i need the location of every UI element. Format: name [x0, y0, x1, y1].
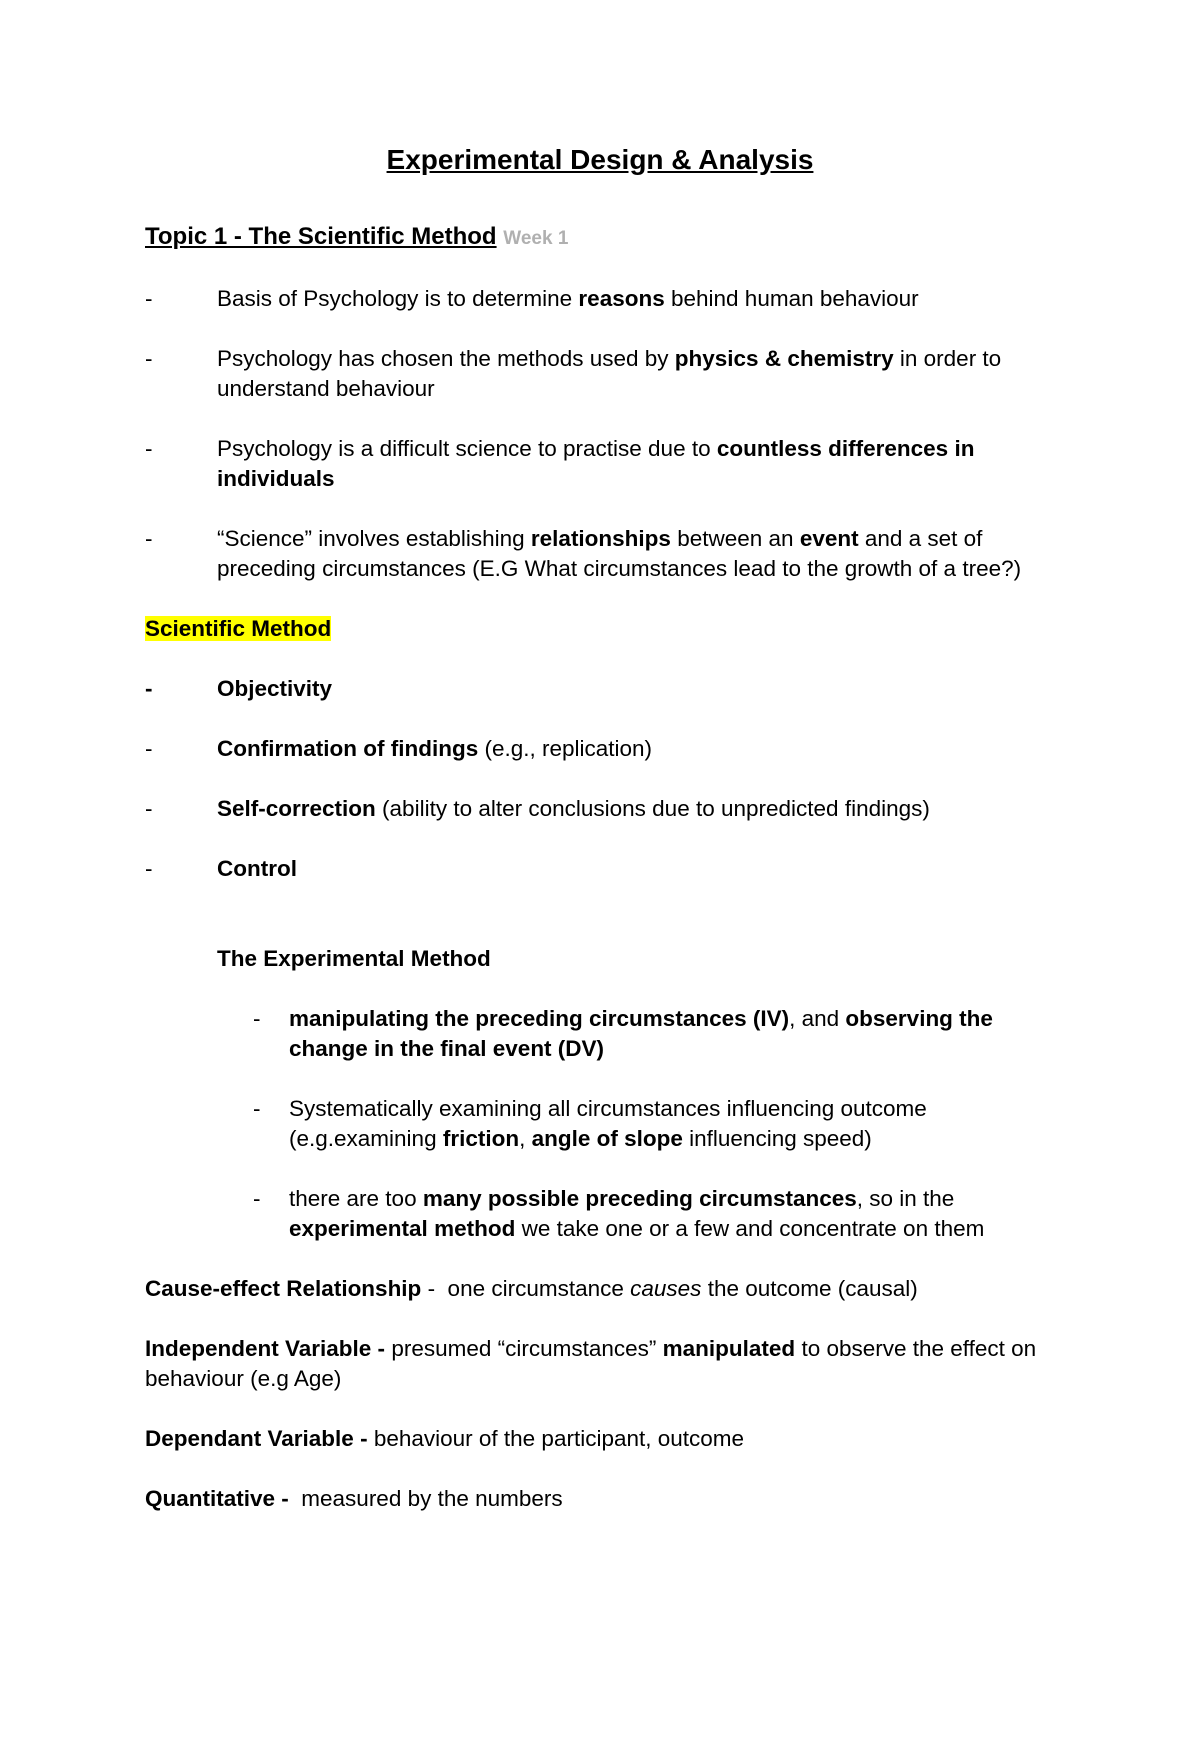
- text: the outcome (causal): [701, 1276, 918, 1301]
- text: there are too: [289, 1186, 423, 1211]
- definition-quantitative: [145, 1484, 563, 1514]
- bold-term: Confirmation of findings: [217, 736, 479, 761]
- bold-term: many possible preceding circumstances: [422, 1186, 857, 1211]
- text: - one circumstance: [421, 1276, 631, 1301]
- definition-continuation: [145, 1364, 341, 1394]
- definition-cause-effect: [145, 1274, 918, 1304]
- list-item-continuation: [289, 1034, 604, 1064]
- list-item: [145, 434, 974, 464]
- bold-term: physics & chemistry: [674, 346, 894, 371]
- week-label: Week 1: [503, 228, 569, 249]
- bold-term: angle of slope: [531, 1126, 683, 1151]
- topic-heading: [145, 222, 568, 254]
- text: in order to: [893, 346, 1002, 371]
- text: (e.g., replication): [478, 736, 653, 761]
- bold-term: reasons: [578, 286, 665, 311]
- bullet-dash: -: [145, 346, 153, 371]
- bold-term: friction: [442, 1126, 520, 1151]
- bullet-dash: -: [145, 436, 153, 461]
- text: behaviour (e.g Age): [145, 1366, 342, 1391]
- bullet-dash: -: [145, 286, 153, 311]
- bold-term: countless differences in: [716, 436, 975, 461]
- list-item-continuation: [217, 554, 1021, 584]
- definition-dependent-variable: [145, 1424, 744, 1454]
- list-item: [217, 1184, 954, 1214]
- text: behaviour of the participant, outcome: [367, 1426, 745, 1451]
- text: ,: [519, 1126, 532, 1151]
- text: influencing speed): [682, 1126, 872, 1151]
- list-item: [145, 854, 297, 884]
- section-heading-experimental-method: [217, 944, 491, 974]
- text: presumed “circumstances”: [385, 1336, 663, 1361]
- text: Systematically examining all circumstances influencing outcome: [289, 1096, 927, 1121]
- text: Psychology has chosen the methods used by: [217, 346, 675, 371]
- list-item: [145, 524, 982, 554]
- text: we take one or a few and concentrate on them: [515, 1216, 985, 1241]
- text: to observe the effect on: [795, 1336, 1037, 1361]
- highlighted-heading: Scientific Method: [145, 616, 332, 641]
- text: , and: [789, 1006, 846, 1031]
- subheading: The Experimental Method: [217, 946, 491, 971]
- bullet-dash: -: [145, 856, 153, 881]
- text: behind human behaviour: [664, 286, 919, 311]
- list-item-continuation: [289, 1214, 984, 1244]
- bullet-dash: -: [145, 526, 153, 551]
- bullet-dash: -: [145, 796, 153, 821]
- definition-independent-variable: [145, 1334, 1036, 1364]
- text: (e.g.examining: [289, 1126, 443, 1151]
- definition-term: Independent Variable -: [145, 1336, 386, 1361]
- bold-term: Objectivity: [217, 676, 333, 701]
- bullet-dash: -: [145, 676, 153, 701]
- text: understand behaviour: [217, 376, 435, 401]
- list-item: [145, 674, 332, 704]
- bullet-dash: -: [253, 1096, 261, 1121]
- list-item: [145, 734, 652, 764]
- section-heading-scientific-method: [145, 614, 331, 644]
- list-item-continuation: [289, 1124, 872, 1154]
- list-item: [217, 1004, 993, 1034]
- text: measured by the numbers: [295, 1486, 563, 1511]
- list-item: [145, 794, 930, 824]
- list-item: [145, 284, 919, 314]
- definition-term: Quantitative -: [145, 1486, 296, 1511]
- list-item-continuation: [217, 464, 335, 494]
- bold-term: manipulated: [662, 1336, 796, 1361]
- bullet-dash: -: [253, 1006, 261, 1031]
- italic-text: causes: [630, 1276, 702, 1301]
- text: preceding circumstances (E.G What circumstances lead to the growth of a tree?): [217, 556, 1022, 581]
- document-title: Experimental Design & Analysis: [386, 144, 814, 175]
- bold-term: manipulating the preceding circumstances (IV): [289, 1006, 790, 1031]
- bold-term: relationships: [530, 526, 671, 551]
- text: and a set of: [858, 526, 983, 551]
- topic-title: Topic 1 - The Scientific Method: [145, 223, 497, 250]
- text: , so in the: [856, 1186, 955, 1211]
- text: Psychology is a difficult science to practise due to: [217, 436, 717, 461]
- text: (ability to alter conclusions due to unpredicted findings): [375, 796, 930, 821]
- definition-term: Dependant Variable -: [145, 1426, 368, 1451]
- definition-term: Cause-effect Relationship: [145, 1276, 422, 1301]
- bold-term: Self-correction: [217, 796, 376, 821]
- list-item: [217, 1094, 927, 1124]
- text: “Science” involves establishing: [217, 526, 531, 551]
- list-item-continuation: [217, 374, 435, 404]
- bold-term: individuals: [217, 466, 335, 491]
- bold-term: observing the: [845, 1006, 993, 1031]
- bullet-dash: -: [253, 1186, 261, 1211]
- bold-term: Control: [217, 856, 297, 881]
- text: between an: [670, 526, 800, 551]
- text: Basis of Psychology is to determine: [217, 286, 579, 311]
- list-item: [145, 344, 1001, 374]
- bold-term: change in the final event (DV): [289, 1036, 605, 1061]
- bullet-dash: -: [145, 736, 153, 761]
- bold-term: experimental method: [289, 1216, 516, 1241]
- bold-term: event: [799, 526, 859, 551]
